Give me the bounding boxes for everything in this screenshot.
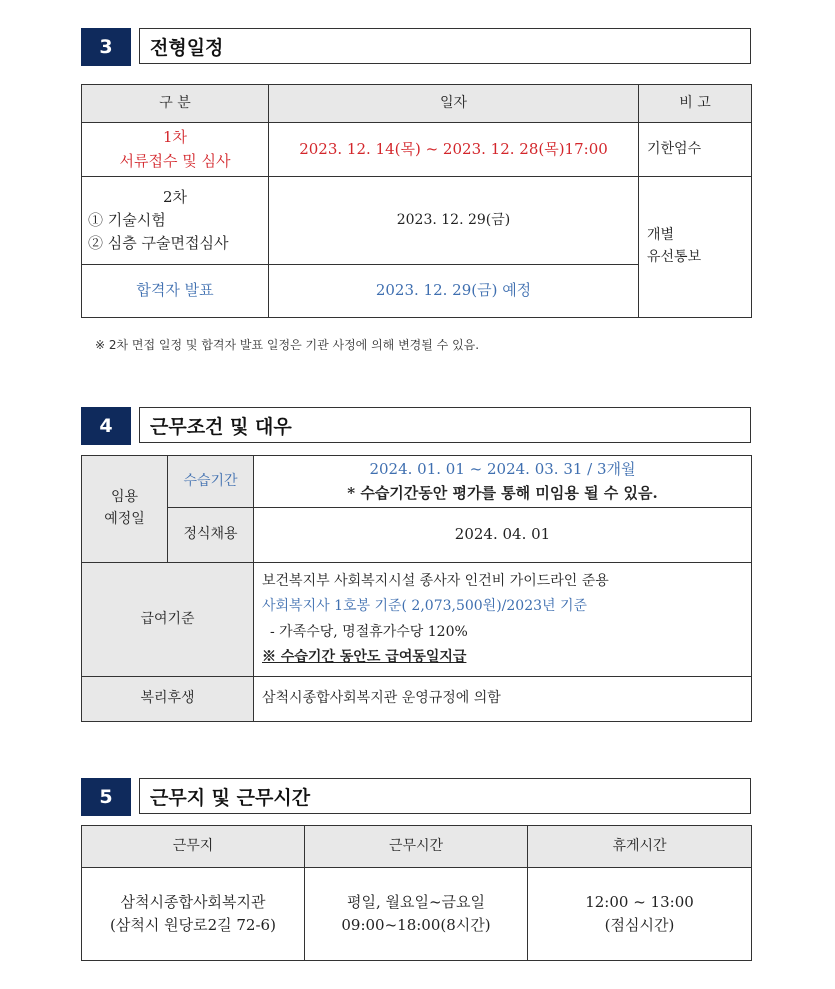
schedule-row3-date: 2023. 12. 29(금) 예정 xyxy=(269,265,639,318)
schedule-row2-note-line2: 유선통보 xyxy=(647,249,702,265)
welfare-label: 복리후생 xyxy=(82,677,254,722)
section-5-number: 5 xyxy=(81,778,131,816)
break-cell xyxy=(528,868,752,961)
salary-label: 급여기준 xyxy=(82,563,254,677)
probation-period: 2024. 01. 01 ~ 2024. 03. 31 / 3개월 xyxy=(369,460,636,479)
schedule-row2-label-line3: ② 심층 구술면접심사 xyxy=(88,234,229,253)
schedule-row1-label-line2: 서류접수 및 심사 xyxy=(119,151,231,170)
appointment-label-line1: 임용 xyxy=(110,489,139,506)
section-3-header xyxy=(81,28,751,66)
probation-label: 수습기간 xyxy=(168,456,254,508)
section-3-title: 전형일정 xyxy=(139,28,751,64)
hours-line2: 09:00~18:00(8시간) xyxy=(341,916,491,934)
salary-cell xyxy=(254,563,752,677)
section-4-number: 4 xyxy=(81,407,131,445)
salary-line4: ※ 수습기간 동안도 급여동일지급 xyxy=(262,648,467,665)
schedule-row2-date: 2023. 12. 29(금) xyxy=(269,177,639,265)
welfare-text: 삼척시종합사회복지관 운영규정에 의함 xyxy=(254,677,752,722)
workplace-line2: (삼척시 원당로2길 72-6) xyxy=(110,916,276,934)
section-4-header xyxy=(81,407,751,445)
schedule-row2-note xyxy=(639,177,752,318)
break-line1: 12:00 ~ 13:00 xyxy=(585,892,694,911)
schedule-row1-label-line1: 1차 xyxy=(162,128,188,147)
workplace-line1: 삼척시종합사회복지관 xyxy=(120,892,266,911)
schedule-header-note: 비 고 xyxy=(639,85,752,123)
workplace-header: 근무지 xyxy=(82,826,305,868)
salary-line1: 보건복지부 사회복지시설 종사자 인건비 가이드라인 준용 xyxy=(262,573,609,590)
break-header: 휴게시간 xyxy=(528,826,752,868)
salary-line2: 사회복지사 1호봉 기준( 2,073,500원)/2023년 기준 xyxy=(262,598,588,615)
salary-line3: - 가족수당, 명절휴가수당 120% xyxy=(270,623,468,640)
conditions-table xyxy=(81,455,752,722)
section-5-title: 근무지 및 근무시간 xyxy=(139,778,751,814)
appointment-label xyxy=(82,456,168,563)
section-5-header xyxy=(81,778,751,816)
regular-date: 2024. 04. 01 xyxy=(254,508,752,563)
probation-note: * 수습기간동안 평가를 통해 미임용 될 수 있음. xyxy=(347,483,658,502)
hours-cell xyxy=(305,868,528,961)
schedule-footnote: ※ 2차 면접 일정 및 합격자 발표 일정은 기관 사정에 의해 변경될 수 있음. xyxy=(95,338,480,352)
appointment-label-line2: 예정일 xyxy=(104,511,145,527)
hours-header: 근무시간 xyxy=(305,826,528,868)
regular-label: 정식채용 xyxy=(168,508,254,563)
schedule-row2-note-line1: 개별 xyxy=(647,227,675,244)
schedule-row1-label xyxy=(82,123,269,177)
schedule-row2-label-line2: ① 기술시험 xyxy=(88,210,166,229)
workplace-cell xyxy=(82,868,305,961)
hours-line1: 평일, 월요일~금요일 xyxy=(346,892,486,911)
schedule-row2-label xyxy=(82,177,269,265)
probation-cell xyxy=(254,456,752,508)
workplace-table xyxy=(81,825,752,961)
section-4-title: 근무조건 및 대우 xyxy=(139,407,751,443)
schedule-row3-label: 합격자 발표 xyxy=(82,265,269,318)
break-line2: (점심시간) xyxy=(604,916,675,934)
schedule-table xyxy=(81,84,752,318)
schedule-header-date: 일자 xyxy=(269,85,639,123)
section-3-number: 3 xyxy=(81,28,131,66)
schedule-header-category: 구 분 xyxy=(82,85,269,123)
schedule-row2-label-line1: 2차 xyxy=(162,187,188,206)
schedule-row1-date: 2023. 12. 14(목) ~ 2023. 12. 28(목)17:00 xyxy=(269,123,639,177)
schedule-row1-note: 기한엄수 xyxy=(639,123,752,177)
